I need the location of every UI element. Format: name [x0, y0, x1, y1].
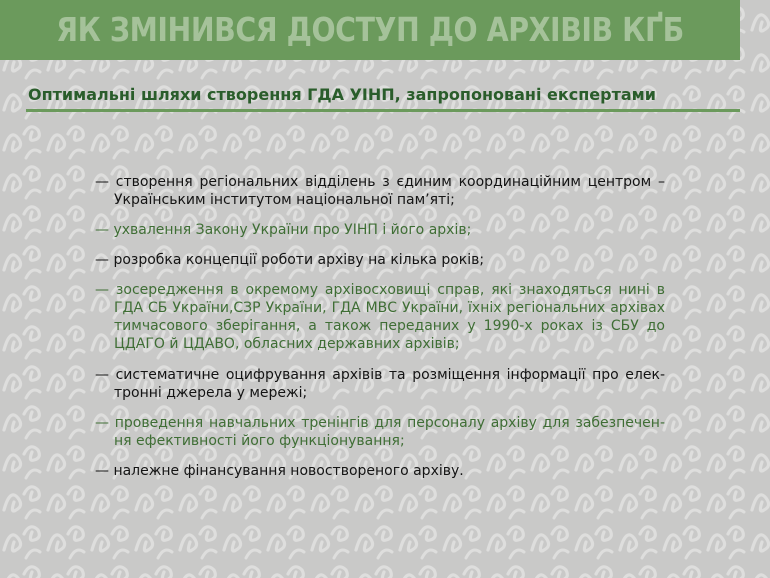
- list-item: — належне фінансування новоствореного архіву.: [95, 463, 464, 479]
- list-item: — зосередження в окремому архівосховищі справ, які знаходяться нині в ГДА СБ України,СЗР України, ГДА МВС України, їхніх регіональних архівах тимчасового зберігання, а також переданих у 1990-х роках із СБУ до ЦДАГО й ЦДАВО, обласних державних архівів;: [95, 282, 665, 352]
- list-item: — проведення навчальних тренінгів для персоналу архіву для забезпечення ефективності його функціонування;: [95, 415, 665, 449]
- list-item: — систематичне оцифрування архівів та розміщення інформації про електронні джерела у мережі;: [95, 367, 665, 401]
- list-item: — створення регіональних відділень з єдиним координаційним центром – Українським інститутом національної пам’яті;: [95, 174, 665, 208]
- page-title: ЯК ЗМІНИВСЯ ДОСТУП ДО АРХІВІВ КҐБ: [56, 10, 684, 49]
- header-band: [0, 0, 740, 60]
- list-item: — розробка концепції роботи архіву на кілька років;: [95, 252, 485, 268]
- recommendations-list: [95, 173, 665, 492]
- section-subtitle: Оптимальні шляхи створення ГДА УІНП, запропоновані експертами: [28, 85, 656, 104]
- subtitle-divider: [26, 109, 740, 112]
- list-item: — ухвалення Закону України про УІНП і його архів;: [95, 222, 472, 238]
